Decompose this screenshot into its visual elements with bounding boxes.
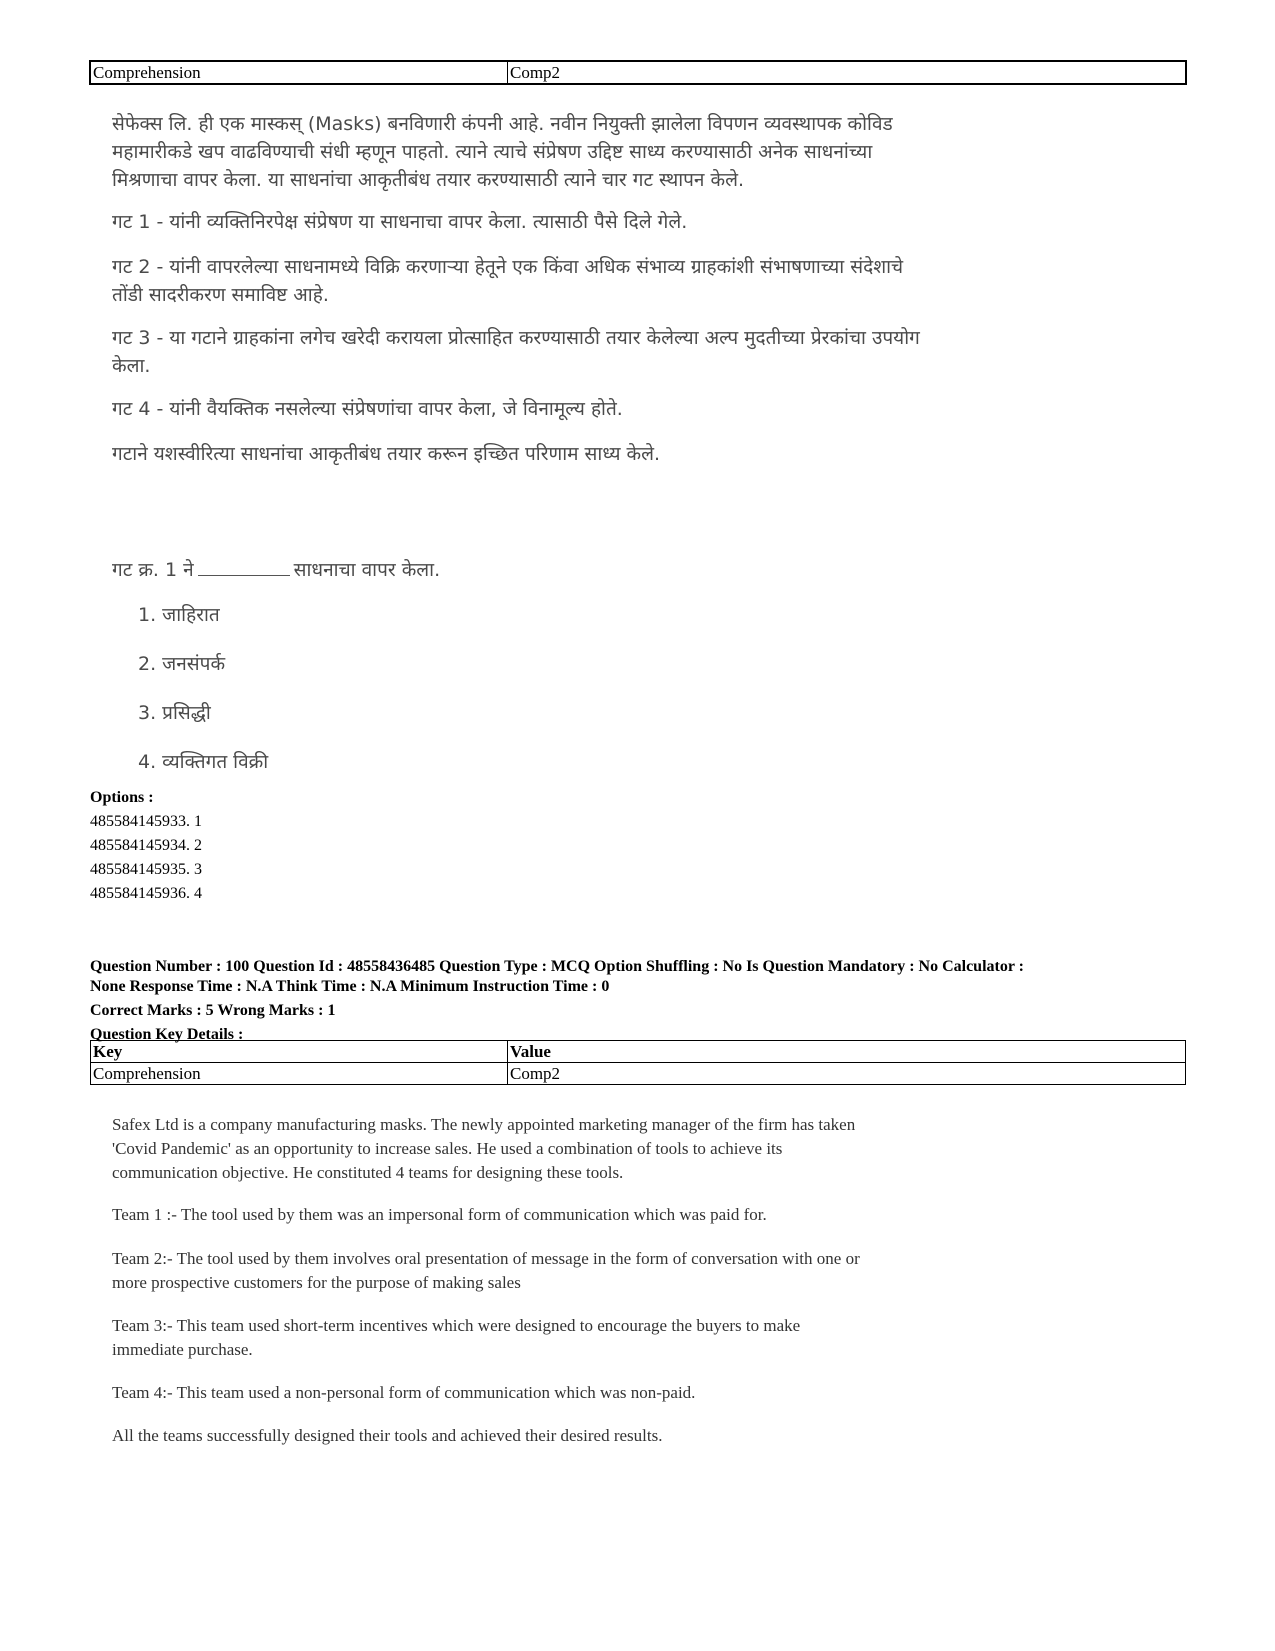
team1-line: Team 1 :- The tool used by them was an impersonal form of communication which was paid for. [112,1205,767,1224]
key-cell: Comprehension [91,1063,508,1085]
meta-line: None Response Time : N.A Think Time : N.A Minimum Instruction Time : 0 [90,978,610,995]
table-row [91,1063,1186,1085]
conclusion-line: गटाने यशस्वीरित्या साधनांचा आकृतीबंध तयार करून इच्छित परिणाम साध्य केले. [112,443,661,465]
passage-line: Safex Ltd is a company manufacturing masks. The newly appointed marketing manager of the firm has taken [112,1115,856,1134]
top-key-table [90,61,1186,84]
question-meta [90,957,1190,1045]
key-cell: Comprehension [91,62,508,84]
value-cell: Comp2 [508,62,1186,84]
key-header: Key [91,1041,508,1063]
choice-item: 4. व्यक्तिगत विक्री [138,751,269,773]
question-suffix: साधनाचा वापर केला. [293,559,441,581]
team3-line: immediate purchase. [112,1340,253,1359]
value-header: Value [508,1041,1186,1063]
team1-line: गट 1 - यांनी व्यक्तिनिरपेक्ष संप्रेषण या साधनाचा वापर केला. त्यासाठी पैसे दिले गेले. [112,211,688,233]
passage-line: communication objective. He constituted 4 teams for designing these tools. [112,1163,624,1182]
option-item: 485584145935. 3 [90,861,202,878]
options-label: Options : [90,789,154,806]
team4-line: गट 4 - यांनी वैयक्तिक नसलेल्या संप्रेषणांचा वापर केला, जे विनामूल्य होते. [112,398,623,420]
team2-line: more prospective customers for the purpose of making sales [112,1273,521,1292]
meta-line: Question Number : 100 Question Id : 48558436485 Question Type : MCQ Option Shuffling : No Is Question Mandatory : No Calculator : [90,958,1024,975]
team4-line: Team 4:- This team used a non-personal form of communication which was non-paid. [112,1383,696,1402]
team2-line: गट 2 - यांनी वापरलेल्या साधनामध्ये विक्रि करणाऱ्या हेतूने एक किंवा अधिक संभाव्य ग्राहकांशी संभाषणाच्या संदेशाचे [112,256,904,278]
question-key-table [90,1040,1186,1085]
option-item: 485584145934. 2 [90,837,202,854]
passage-line: महामारीकडे खप वाढविण्याची संधी म्हणून पाहतो. त्याने त्याचे संप्रेषण उद्दिष्ट साध्य करण्यासाठी अनेक साधनांच्या [112,141,873,163]
table-header-row [91,1041,1186,1063]
table-row [91,62,1186,84]
team3-line: Team 3:- This team used short-term incentives which were designed to encourage the buyers to make [112,1316,801,1335]
question-prefix: गट क्र. 1 ने [112,559,194,581]
passage-line: मिश्रणाचा वापर केला. या साधनांचा आकृतीबंध तयार करण्यासाठी त्याने चार गट स्थापन केले. [112,169,745,191]
choice-item: 3. प्रसिद्धी [138,702,211,724]
option-item: 485584145936. 4 [90,885,202,902]
choice-item: 2. जनसंपर्क [138,653,226,675]
conclusion-line: All the teams successfully designed their tools and achieved their desired results. [112,1426,663,1445]
passage-line: सेफेक्स लि. ही एक मास्कस् (Masks) बनविणारी कंपनी आहे. नवीन नियुक्ती झालेला विपणन व्यवस्थापक कोविड [112,113,893,135]
team2-line: Team 2:- The tool used by them involves oral presentation of message in the form of conversation with one or [112,1249,860,1268]
option-item: 485584145933. 1 [90,813,202,830]
question-stem [112,556,440,582]
choice-item: 1. जाहिरात [138,604,220,626]
answer-blank [198,557,290,576]
passage-line: 'Covid Pandemic' as an opportunity to increase sales. He used a combination of tools to achieve its [112,1139,783,1158]
team3-line: गट 3 - या गटाने ग्राहकांना लगेच खरेदी करायला प्रोत्साहित करण्यासाठी तयार केलेल्या अल्प मुदतीच्या प्रेरकांचा उपयोग [112,327,920,349]
team2-line: तोंडी सादरीकरण समाविष्ट आहे. [112,284,329,306]
team3-line: केला. [112,355,151,377]
value-cell: Comp2 [508,1063,1186,1085]
marks-line: Correct Marks : 5 Wrong Marks : 1 [90,1002,336,1019]
key-details-label: Question Key Details : [90,1026,244,1043]
